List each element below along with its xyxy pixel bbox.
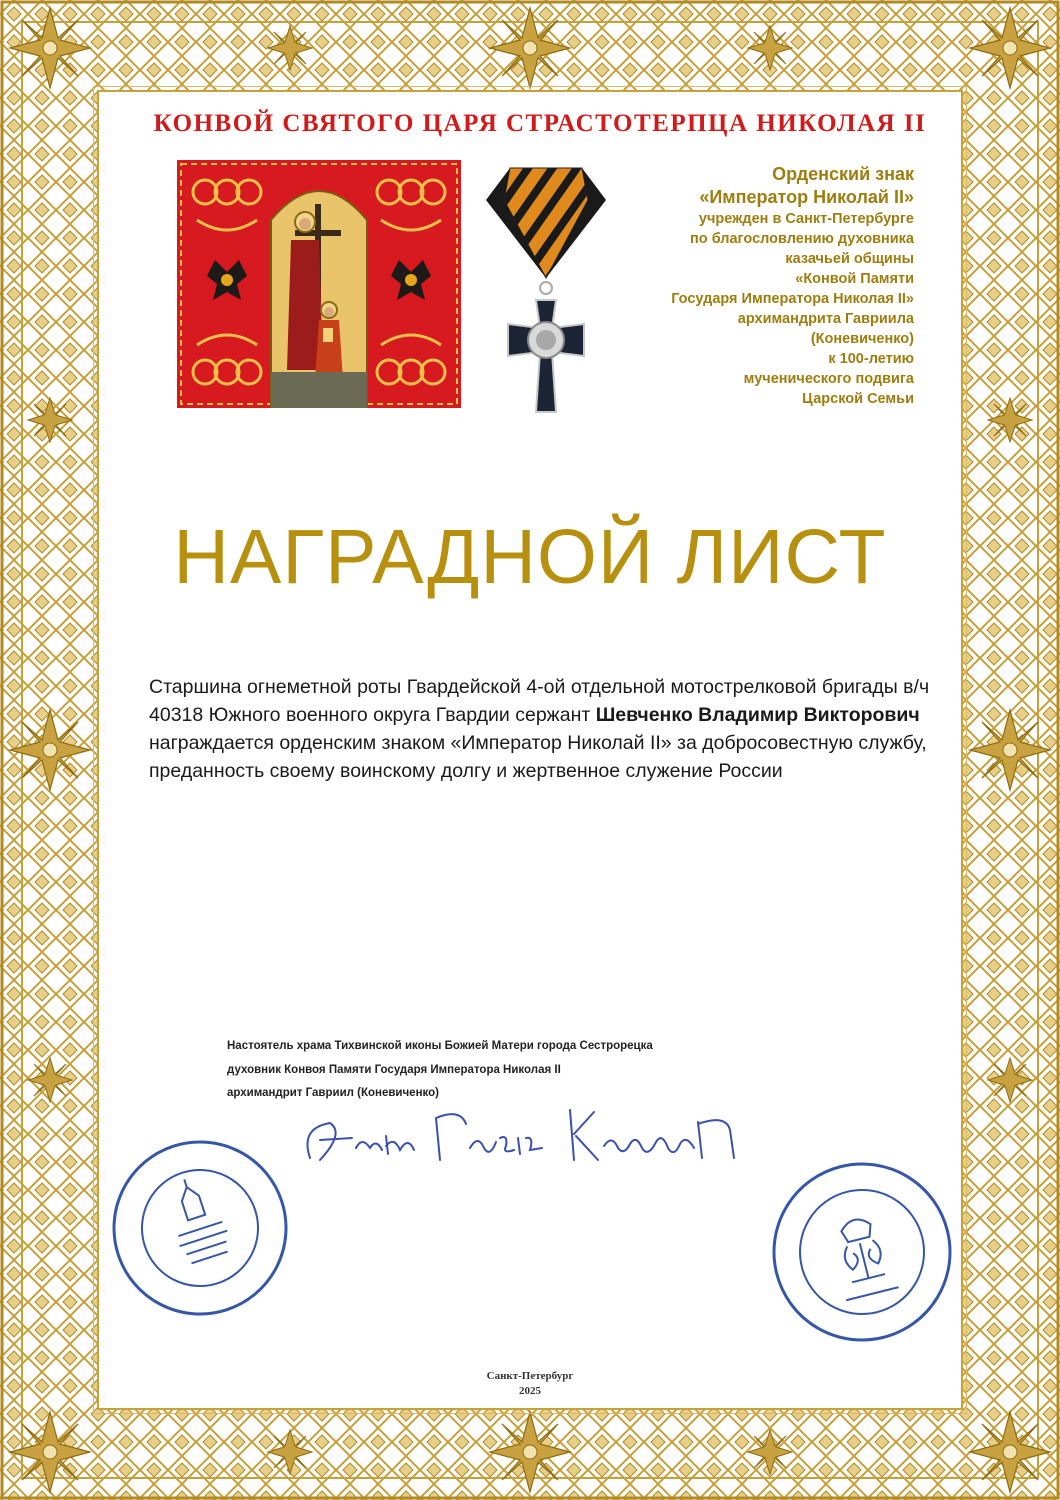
award-text-part-1: Старшина огнеметной роты Гвардейской 4-ой отдельной мотострелковой бригады в/ч 40318 Южного военного округа Гвардии сержант	[149, 676, 930, 726]
footer	[430, 1369, 630, 1399]
signatory-line-2: духовник Конвоя Памяти Государя Императора Николая II	[227, 1063, 561, 1076]
order-medal-image	[480, 160, 612, 420]
footer-city: Санкт-Петербург	[486, 1370, 574, 1382]
order-desc-line-7: Государя Императора Николая II»	[671, 291, 914, 307]
order-desc-line-10: к 100-летию	[828, 351, 914, 367]
award-title: НАГРАДНОЙ ЛИСТ	[173, 514, 887, 600]
award-text-part-2: награждается орденским знаком «Император Николай II» за добросовестную службу, преданность своему воинскому долгу и жертвенное служение России	[149, 732, 927, 782]
order-desc-line-3: учрежден в Санкт-Петербурге	[698, 211, 914, 227]
icon-saints-image	[177, 160, 461, 408]
order-desc-line-11: мученического подвига	[743, 371, 914, 387]
order-description	[600, 163, 914, 409]
award-text	[149, 673, 939, 785]
convoy-title: КОНВОЙ СВЯТОГО ЦАРЯ СТРАСТОТЕРПЦА НИКОЛАЯ II	[153, 110, 927, 137]
handwritten-signature	[290, 1088, 770, 1178]
order-desc-line-4: по благословлению духовника	[690, 231, 914, 247]
footer-year: 2025	[519, 1385, 541, 1397]
convoy-stamp-right	[765, 1155, 960, 1350]
parish-stamp-left	[105, 1133, 295, 1323]
signatory-line-3: архимандрит Гавриил (Коневиченко)	[227, 1087, 439, 1099]
order-desc-line-12: Царской Семьи	[802, 391, 914, 407]
order-desc-line-8: архимандрита Гавриила	[737, 311, 914, 327]
order-desc-line-1: Орденский знак	[772, 164, 914, 184]
signatory-line-1: Настоятель храма Тихвинской иконы Божией Матери города Сестрорецка	[227, 1040, 653, 1052]
recipient-name: Шевченко Владимир Викторович	[595, 704, 920, 726]
order-desc-line-9: (Коневиченко)	[810, 331, 914, 347]
order-desc-line-2: «Император Николай II»	[699, 187, 914, 207]
order-desc-line-5: казачьей общины	[785, 251, 914, 267]
order-desc-line-6: «Конвой Памяти	[795, 271, 914, 287]
